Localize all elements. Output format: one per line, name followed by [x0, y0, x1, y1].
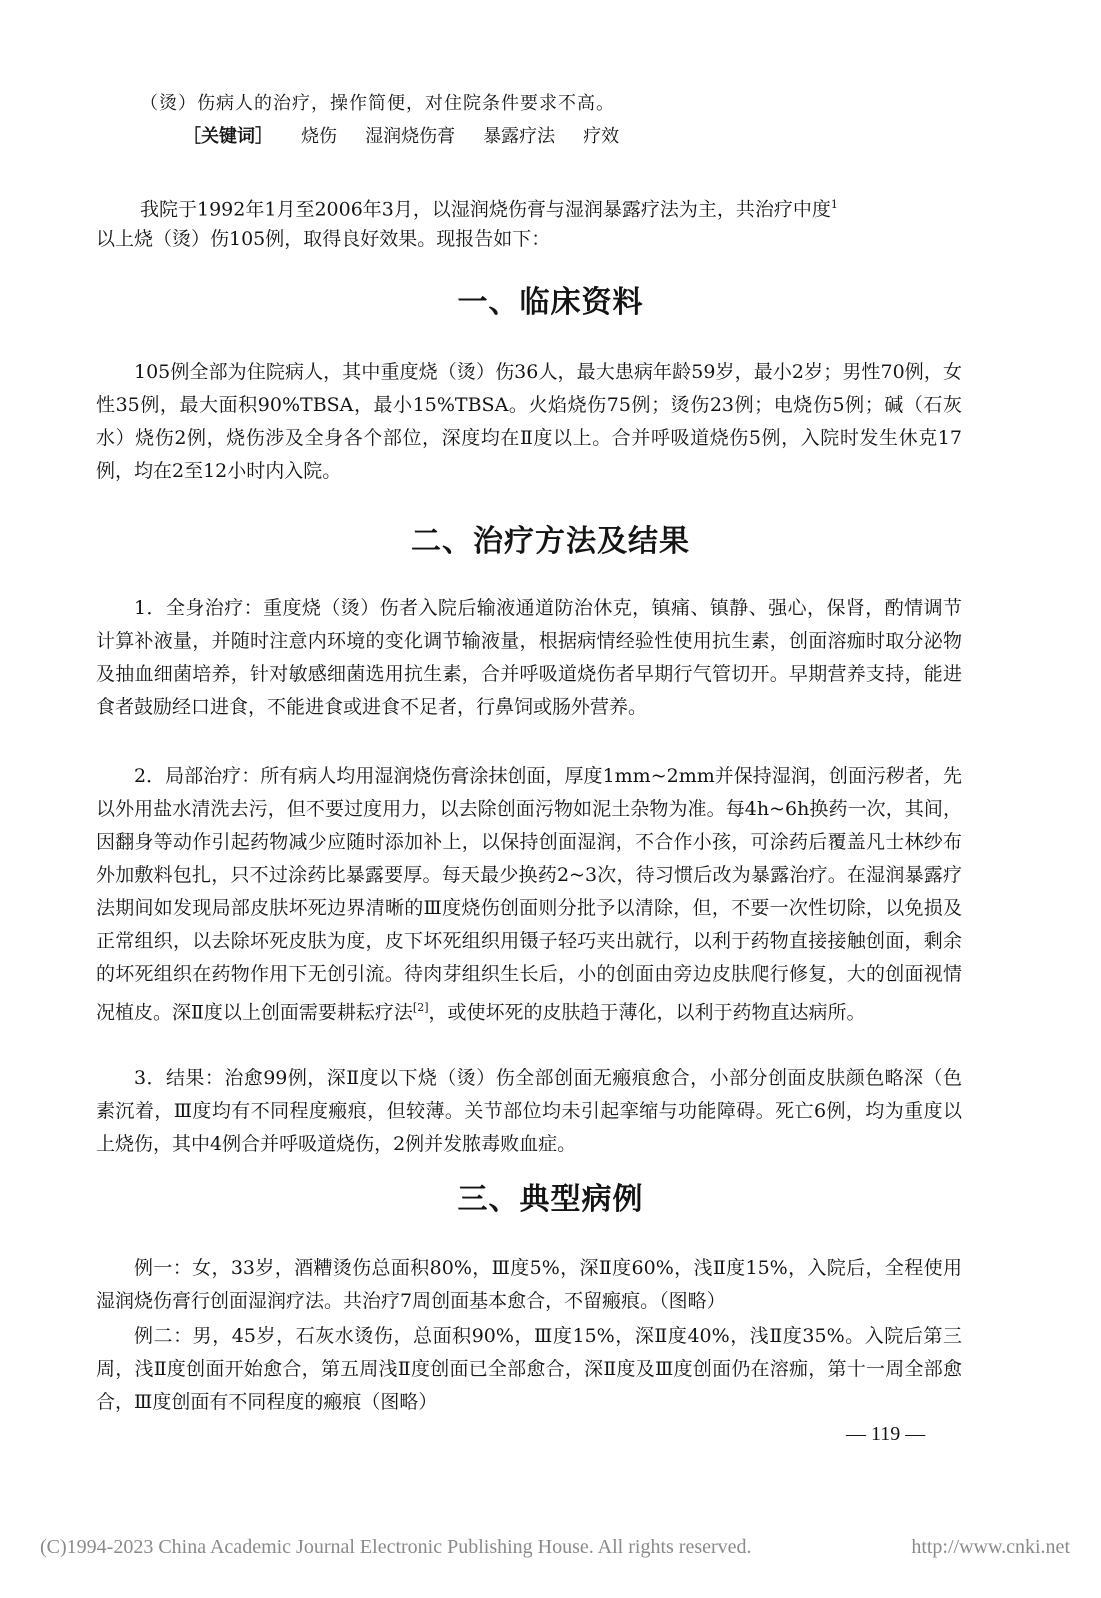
clinical-data-paragraph: 105例全部为住院病人，其中重度烧（烫）伤36人，最大患病年龄59岁，最小2岁；男性70例，女性35例，最大面积90%TBSA，最小15%TBSA。火焰烧伤75例；烫伤23例；电烧伤5例；碱（石灰水）烧伤2例，烧伤涉及全身各个部位，深度均在Ⅱ度以上。合并呼吸道烧伤5例，入院时发生休克17例，均在2至12小时内入院。: [96, 361, 962, 482]
keywords-tag: ［关键词］: [183, 126, 273, 147]
intro-line-2: 以上烧（烫）伤105例，取得良好效果。现报告如下：: [96, 228, 551, 250]
intro-superscript: 1: [830, 198, 838, 211]
page-number: — 119 —: [846, 1423, 926, 1445]
keyword: 疗效: [583, 126, 620, 147]
case-paragraph-2: 例二：男，45岁，石灰水烫伤，总面积90%，Ⅲ度15%，深Ⅱ度40%，浅Ⅱ度35%。入院后第三周，浅Ⅱ度创面开始愈合，第五周浅Ⅱ度创面已全部愈合，深Ⅱ度及Ⅲ度创面仍在溶痂，第十一周全部愈合，Ⅲ度创面有不同程度的瘢痕（图略）: [96, 1325, 962, 1413]
keyword: 烧伤: [301, 126, 338, 147]
section-heading-clinical-data: 一、临床资料: [457, 285, 644, 320]
section-heading-typical-cases: 三、典型病例: [457, 1182, 644, 1217]
case-paragraph-1: 例一：女，33岁，酒糟烫伤总面积80%，Ⅲ度5%，深Ⅱ度60%，浅Ⅱ度15%，入院后，全程使用湿润烧伤膏行创面湿润疗法。共治疗7周创面基本愈合，不留瘢痕。（图略）: [96, 1257, 962, 1312]
intro-line-1: 我院于1992年1月至2006年3月，以湿润烧伤膏与湿润暴露疗法为主，共治疗中度$^1$: [140, 198, 838, 221]
methods-paragraph-2: 2．局部治疗：所有病人均用湿润烧伤膏涂抹创面，厚度1mm~2mm并保持湿润，创面污秽者，先以外用盐水清洗去污，但不要过度用力，以去除创面污物如泥土杂物为准。每4h~6h换药一次，其间，因翻身等动作引起药物减少应随时添加补上，以保持创面湿润，不合作小孩，可涂药后覆盖凡士林纱布外加敷料包扎，只不过涂药比暴露要厚。每天最少换药2~3次，待习惯后改为暴露治疗。在湿润暴露疗法期间如发现局部皮肤坏死边界清晰的Ⅲ度烧伤创面则分批予以清除，但，不要一次性切除，以免损及正常组织，以去除坏死皮肤为度，皮下坏死组织用镊子轻巧夹出就行，以利于药物直接接触创面，剩余的坏死组织在药物作用下无创引流。待肉芽组织生长后，小的创面由旁边皮肤爬行修复，大的创面视情况植皮。深Ⅱ度以上创面需要耕耘疗法[2]，或使坏死的皮肤趋于薄化，以利于药物直达病所。: [96, 765, 962, 1024]
citation-ref: [2]: [412, 1001, 429, 1014]
methods-paragraph-3: 3．结果：治愈99例，深Ⅱ度以下烧（烫）伤全部创面无瘢痕愈合，小部分创面皮肤颜色略深（色素沉着，Ⅲ度均有不同程度瘢痕，但较薄。关节部位均未引起挛缩与功能障碍。死亡6例，均为重度以上烧伤，其中4例合并呼吸道烧伤，2例并发脓毒败血症。: [96, 1067, 962, 1155]
keyword: 湿润烧伤膏: [365, 126, 456, 147]
keywords-line: [183, 123, 619, 150]
abstract-tail: （烫）伤病人的治疗，操作简便，对住院条件要求不高。: [140, 93, 615, 114]
copyright-text: (C)1994-2023 China Academic Journal Electronic Publishing House. All rights reserved.: [40, 1536, 752, 1558]
section-heading-methods-results: 二、治疗方法及结果: [411, 524, 690, 559]
copyright-footer: [40, 1536, 1070, 1559]
methods-paragraph-1: 1．全身治疗：重度烧（烫）伤者入院后输液通道防治休克，镇痛、镇静、强心，保肾，酌情调节计算补液量，并随时注意内环境的变化调节输液量，根据病情经验性使用抗生素，创面溶痂时取分泌物及抽血细菌培养，针对敏感细菌选用抗生素，合并呼吸道烧伤者早期行气管切开。早期营养支持，能进食者鼓励经口进食，不能进食或进食不足者，行鼻饲或肠外营养。: [96, 597, 962, 718]
footer-url[interactable]: http://www.cnki.net: [911, 1536, 1070, 1558]
keyword: 暴露疗法: [483, 126, 556, 147]
